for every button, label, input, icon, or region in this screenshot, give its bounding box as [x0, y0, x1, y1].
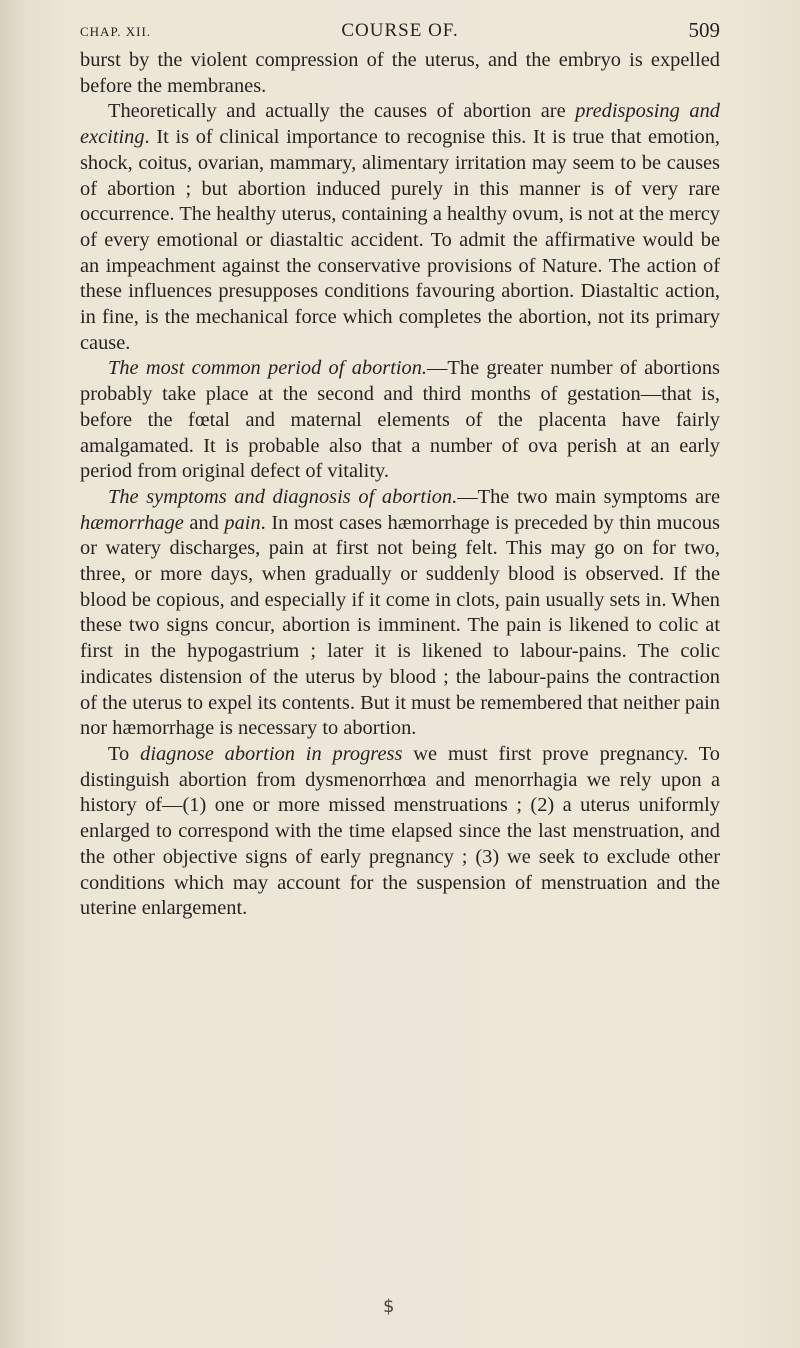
- italic-text: diagnose abortion in progress: [140, 742, 403, 765]
- italic-text: The symptoms and diagnosis of abortion.: [108, 485, 458, 508]
- text-run: and: [183, 511, 225, 534]
- running-title: COURSE OF.: [341, 20, 459, 41]
- italic-text: predisposing and exciting: [80, 100, 720, 149]
- text-run: we must first prove pregnancy. To distinguish abortion from dysmenorrhœa and menorrhagia we rely upon a history of—(1) one or more missed menstruations ; (2) a uterus uniformly enlarged to correspond with the time elapsed since the last menstruation, and the other objective signs of early pregnancy ; (3) we seek to exclude other conditions which may account for the suspension of menstruation and the uterine enlargement.: [80, 742, 721, 920]
- paragraph: [80, 99, 720, 356]
- paragraph: [80, 742, 720, 922]
- text-run: —The greater number of abortions probably take place at the second and third months of gestation—that is, before the fœtal and maternal elements of the placenta have fairly amalgamated. It is probable also that a number of ova perish at an early period from original defect of vitality.: [80, 357, 720, 483]
- text-run: burst by the violent compression of the uterus, and the embryo is expelled before the membranes.: [80, 49, 720, 97]
- text-run: Theoretically and actually the causes of abortion are: [108, 100, 576, 123]
- body-text: [80, 48, 720, 922]
- paragraph: [80, 485, 720, 742]
- text-run: —The two main symptoms are: [457, 485, 720, 508]
- text-run: . It is of clinical importance to recognise this. It is true that emotion, shock, coitus, ovarian, mammary, alimentary irritation may seem to be causes of abortion ; but abortion induced purely in this manner is of very rare occurrence. The healthy uterus, containing a healthy ovum, is not at the mercy of every emotional or diastaltic accident. To admit the affirmative would be an impeachment against the conservative provisions of Nature. The action of these influences presupposes conditions favouring abortion. Diastaltic action, in fine, is the mechanical force which completes the abortion, not its primary cause.: [80, 126, 720, 354]
- running-header: [80, 14, 720, 42]
- paragraph: [80, 48, 720, 99]
- italic-text: hæmorrhage: [80, 511, 184, 534]
- italic-text: pain: [224, 511, 261, 534]
- page-number: 509: [688, 18, 720, 42]
- text-run: To: [108, 742, 141, 765]
- footer-mark: $: [383, 1296, 395, 1317]
- chapter-label: CHAP. XII.: [80, 24, 152, 39]
- paragraph: [80, 356, 720, 485]
- text-run: . In most cases hæmorrhage is preceded by thin mucous or watery discharges, pain at first not being felt. This may go on for two, three, or more days, when gradually or suddenly blood is observed. If the blood be copious, and especially if it come in clots, pain usually sets in. When these two signs concur, abortion is imminent. The pain is likened to colic at first in the hypogastrium ; later it is likened to labour-pains. The colic indicates distension of the uterus by blood ; the labour-pains the contraction of the uterus to expel its contents. But it must be remembered that neither pain nor hæmorrhage is necessary to abortion.: [80, 511, 720, 740]
- italic-text: The most common period of abortion.: [108, 357, 428, 380]
